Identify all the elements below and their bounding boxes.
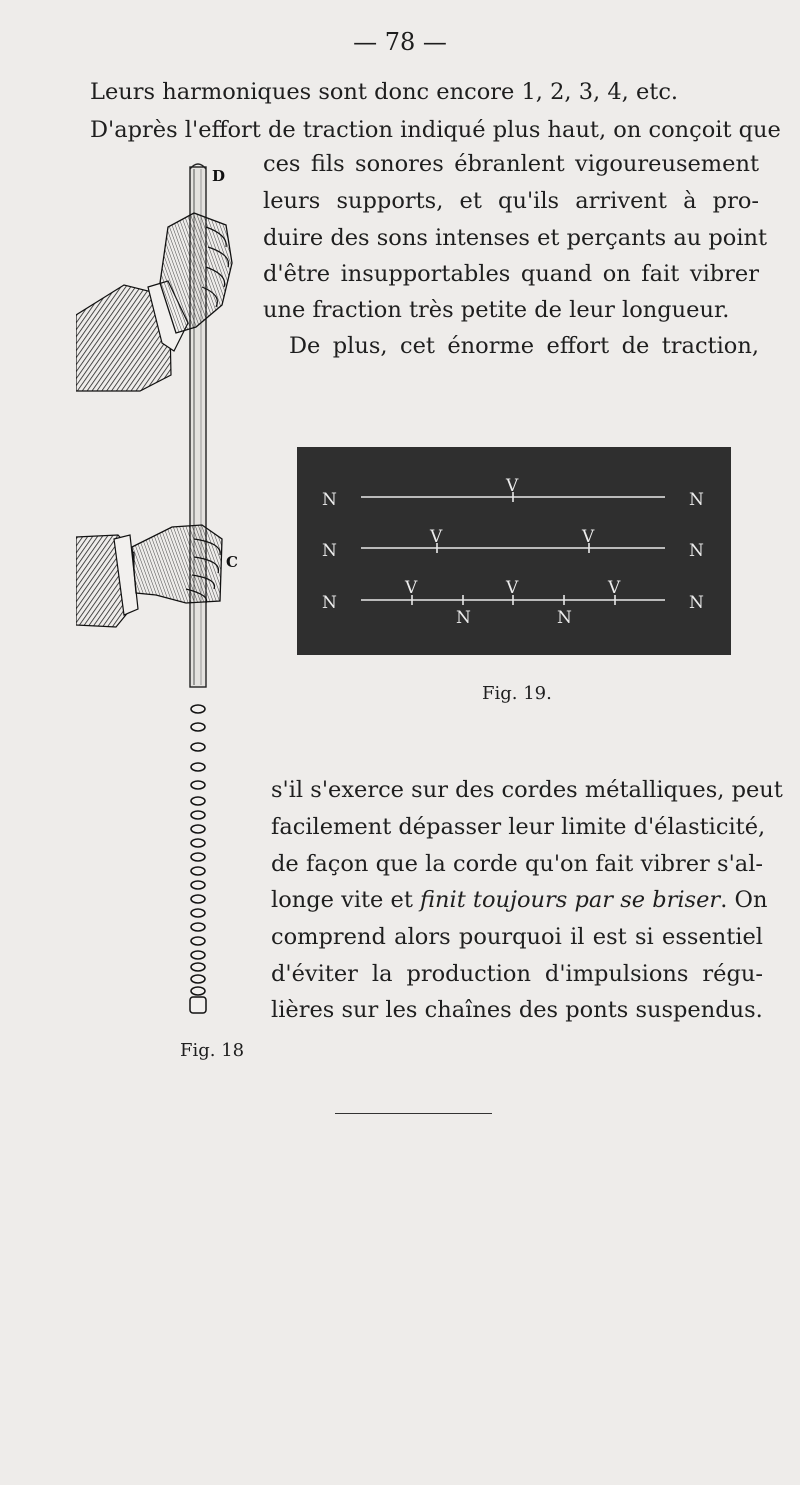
row1-left-node: N	[322, 490, 337, 510]
text-line-8: De plus, cet énorme effort de traction,	[289, 333, 759, 359]
row2-left-node: N	[322, 541, 337, 561]
row3-antinode-3: V	[608, 578, 621, 598]
row1-antinode-1: V	[506, 476, 519, 496]
row3-right-node: N	[689, 593, 704, 613]
row3-antinode-1: V	[405, 578, 418, 598]
upper-hand	[160, 213, 232, 333]
text-line-12-end: . On	[720, 887, 768, 913]
text-line-9: s'il s'exerce sur des cordes métalliques, peut	[271, 777, 783, 803]
row3-left-node: N	[322, 593, 337, 613]
text-line-7: une fraction très petite de leur longueur.	[263, 297, 730, 323]
end-rule	[335, 1113, 492, 1114]
row2-antinode-2: V	[582, 527, 595, 547]
text-line-13: comprend alors pourquoi il est si essentiel	[271, 924, 763, 950]
row1-right-node: N	[689, 490, 704, 510]
row2-right-node: N	[689, 541, 704, 561]
row3-antinode-2: V	[506, 578, 519, 598]
fig18-label-c: C	[226, 553, 238, 571]
fig18-label-d: D	[212, 167, 226, 185]
lower-hand	[132, 525, 222, 603]
page-number: — 78 —	[353, 28, 447, 56]
row3-node-1: N	[456, 608, 471, 628]
text-line-10: facilement dépasser leur limite d'élasticité,	[271, 814, 766, 840]
text-line-2: D'après l'effort de traction indiqué plus haut, on conçoit que	[90, 117, 781, 143]
text-line-12-start: longe vite et	[271, 887, 421, 913]
row2-antinode-1: V	[430, 527, 443, 547]
text-line-5: duire des sons intenses et perçants au point	[263, 225, 768, 251]
text-line-15: lières sur les chaînes des ponts suspendus.	[271, 997, 763, 1023]
text-line-11: de façon que la corde qu'on fait vibrer s'al-	[271, 851, 763, 877]
fig19-illustration	[297, 447, 731, 655]
text-line-12	[271, 882, 768, 918]
italic-phrase: finit toujours par se briser	[420, 887, 721, 913]
fig18-illustration	[76, 155, 246, 1035]
coil-spring	[190, 705, 206, 1013]
text-line-6: d'être insupportables quand on fait vibrer	[263, 261, 759, 287]
text-line-3: ces fils sonores ébranlent vigoureusement	[263, 151, 759, 177]
text-line-1: Leurs harmoniques sont donc encore 1, 2, 3, 4, etc.	[90, 79, 679, 105]
fig19-caption: Fig. 19.	[482, 683, 552, 704]
row3-node-2: N	[557, 608, 572, 628]
text-line-4: leurs supports, et qu'ils arrivent à pro-	[263, 188, 759, 214]
text-line-14: d'éviter la production d'impulsions régu-	[271, 961, 763, 987]
fig18-caption: Fig. 18	[180, 1040, 245, 1061]
